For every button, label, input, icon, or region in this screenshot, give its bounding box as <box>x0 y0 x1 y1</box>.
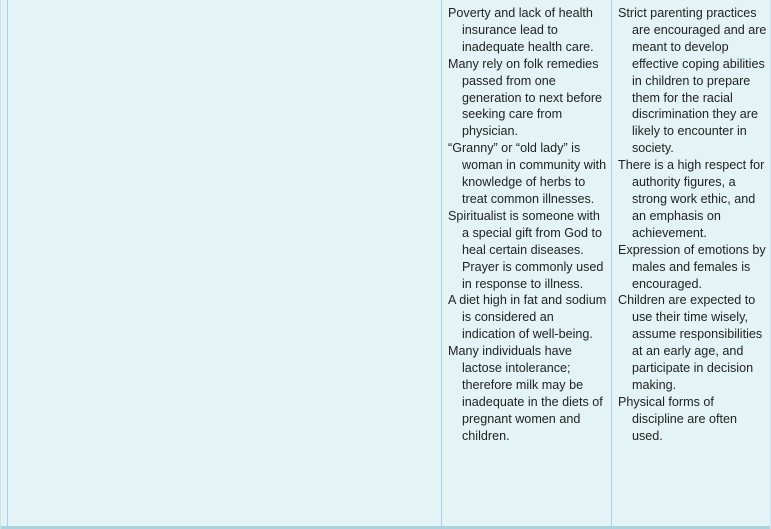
list-item: “Granny” or “old lady” is woman in community with knowledge of herbs to treat common illnesses. <box>448 141 607 206</box>
list-item: Poverty and lack of health insurance lead to inadequate health care. <box>448 6 594 54</box>
table-cell-empty <box>8 0 442 529</box>
list-item: Strict parenting practices are encouraged and are meant to develop effective coping abilities in children to prepare them for the racial discrimination they are likely to encounter in society. <box>618 6 767 156</box>
list-item: Many individuals have lactose intolerance; therefore milk may be inadequate in the diets of pregnant women and children. <box>448 344 603 443</box>
table-cell-health-practices <box>442 0 612 529</box>
list-item: Children are expected to use their time wisely, assume responsibilities at an early age, and participate in decision making. <box>618 293 763 392</box>
list-item: A diet high in fat and sodium is considered an indication of well-being. <box>448 293 607 342</box>
list-item: Expression of emotions by males and females is encouraged. <box>618 242 766 291</box>
list-item: Physical forms of discipline are often used. <box>618 394 738 443</box>
list-item: There is a high respect for authority figures, a strong work ethic, and an emphasis on achievement. <box>618 158 765 240</box>
list-item: Many rely on folk remedies passed from one generation to next before seeking care from physician. <box>448 56 603 139</box>
list-item: Spiritualist is someone with a special gift from God to heal certain diseases. Prayer is commonly used in response to illness. <box>448 208 604 291</box>
table-cell-family-practices <box>612 0 771 529</box>
table-cell-margin <box>1 0 8 529</box>
